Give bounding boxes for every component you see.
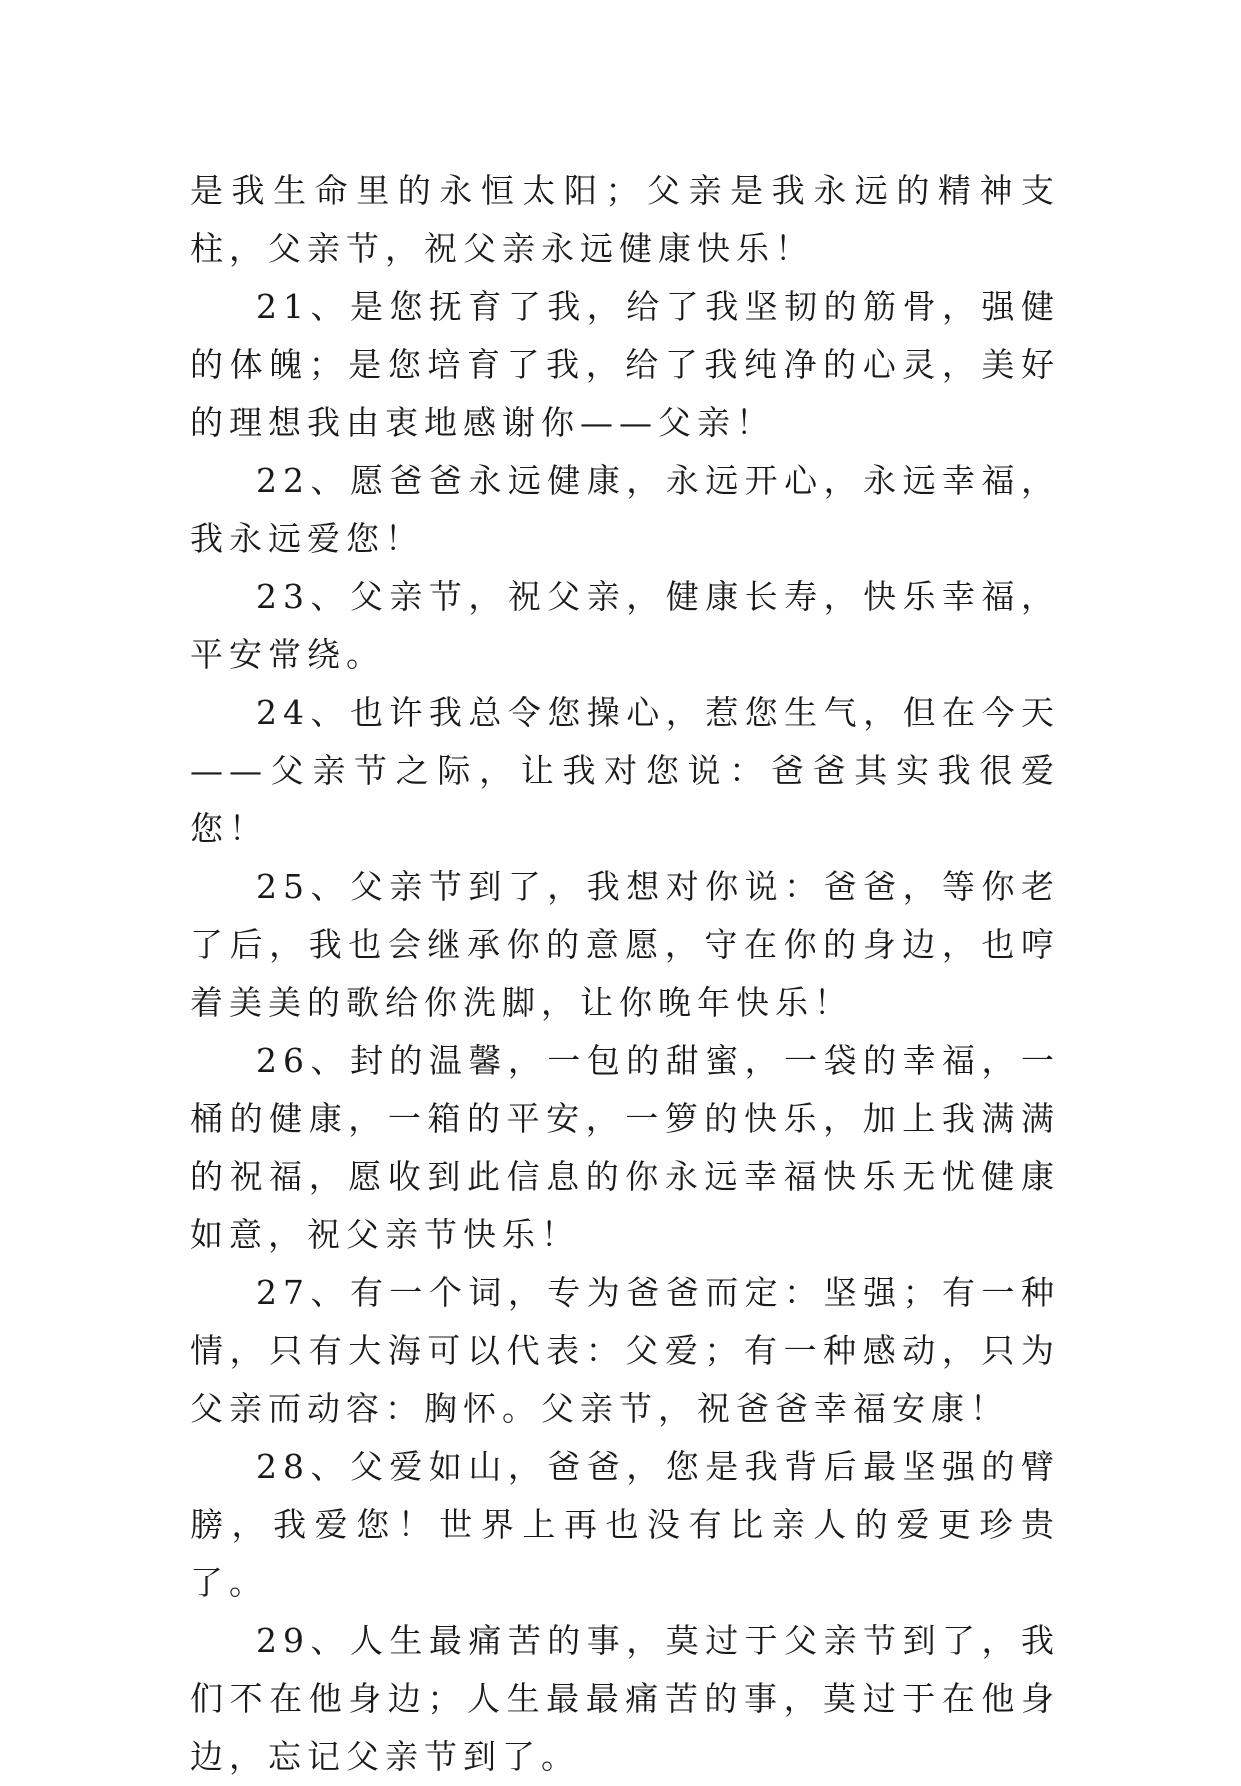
paragraph-29: 29、人生最痛苦的事，莫过于父亲节到了，我们不在他身边；人生最最痛苦的事，莫过于在他身边，忘记父亲节到了。 — [190, 1621, 1060, 1776]
paragraph-27: 27、有一个词，专为爸爸而定：坚强；有一种情，只有大海可以代表：父爱；有一种感动，只为父亲而动容：胸怀。父亲节，祝爸爸幸福安康！ — [190, 1273, 1060, 1428]
paragraph-25: 25、父亲节到了，我想对你说：爸爸，等你老了后，我也会继承你的意愿，守在你的身边，也哼着美美的歌给你洗脚，让你晚年快乐！ — [190, 867, 1060, 1022]
paragraph-21: 21、是您抚育了我，给了我坚韧的筋骨，强健的体魄；是您培育了我，给了我纯净的心灵，美好的理想我由衷地感谢你——父亲！ — [190, 287, 1060, 442]
paragraph-23: 23、父亲节，祝父亲，健康长寿，快乐幸福，平安常绕。 — [190, 577, 1060, 674]
paragraph-26: 26、封的温馨，一包的甜蜜，一袋的幸福，一桶的健康，一箱的平安，一箩的快乐，加上我满满的祝福，愿收到此信息的你永远幸福快乐无忧健康如意，祝父亲节快乐！ — [190, 1041, 1060, 1254]
paragraph-28: 28、父爱如山，爸爸，您是我背后最坚强的臂膀，我爱您！世界上再也没有比亲人的爱更珍贵了。 — [190, 1447, 1060, 1602]
paragraph-22: 22、愿爸爸永远健康，永远开心，永远幸福，我永远爱您！ — [190, 461, 1060, 558]
paragraph-24: 24、也许我总令您操心，惹您生气，但在今天——父亲节之际，让我对您说：爸爸其实我很爱您！ — [190, 693, 1060, 848]
paragraph-20-continuation: 是我生命里的永恒太阳；父亲是我永远的精神支柱，父亲节，祝父亲永远健康快乐！ — [190, 171, 1060, 268]
document-body — [190, 162, 1060, 1786]
